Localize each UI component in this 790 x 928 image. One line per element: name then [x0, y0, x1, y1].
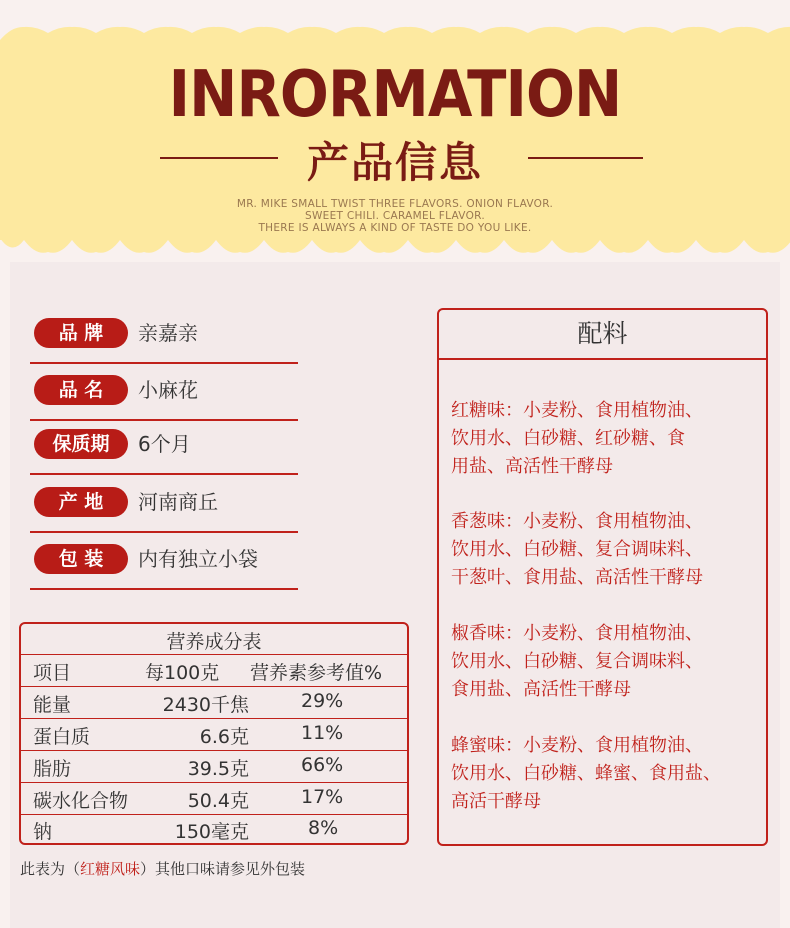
header-banner: [0, 0, 790, 262]
label-pill: 品 名: [34, 375, 128, 405]
cell-nrv: 17%: [301, 786, 344, 808]
ingredient-group: [451, 620, 763, 704]
table-row: [21, 783, 407, 815]
cell-nrv: 11%: [301, 722, 344, 744]
ingredient-group: [451, 732, 763, 816]
table-row: [21, 719, 407, 751]
cell-item: 能量: [33, 694, 72, 716]
header-item: 项目: [33, 662, 72, 684]
product-row-shelf-life: [30, 419, 298, 475]
title-rule-right: [528, 157, 643, 159]
note-highlight: 红糖风味: [80, 860, 141, 878]
cell-nrv: 29%: [301, 690, 344, 712]
table-row: [21, 687, 407, 719]
cell-nrv: 66%: [301, 754, 344, 776]
header-nrv: 营养素参考值%: [250, 662, 383, 684]
cell-nrv: 8%: [308, 817, 339, 839]
table-note: [20, 858, 305, 879]
product-row-packaging: [30, 534, 298, 590]
ingredient-line: 饮用水、白砂糖、蜂蜜、食用盐、: [451, 763, 721, 784]
value-text: 6个月: [138, 432, 191, 456]
cell-item: 钠: [33, 821, 53, 843]
value-text: 亲嘉亲: [138, 321, 198, 345]
nutrition-title: 营养成分表: [166, 631, 262, 653]
cell-amount: 39.5克: [187, 758, 249, 780]
ingredient-line: 干葱叶、食用盐、高活性干酵母: [451, 567, 703, 588]
nutrition-table: [19, 622, 409, 845]
table-row: [21, 815, 407, 843]
cell-amount: 150毫克: [174, 821, 249, 843]
ingredient-line: 高活干酵母: [451, 791, 541, 812]
subtitle-line-1: MR. MIKE SMALL TWIST THREE FLAVORS. ONION FLAVOR.: [236, 198, 554, 210]
label-pill: 品 牌: [34, 318, 128, 348]
cell-amount: 2430千焦: [162, 694, 249, 716]
ingredient-group: [451, 397, 763, 481]
subtitle-line-3: THERE IS ALWAYS A KIND OF TASTE DO YOU LIKE.: [258, 222, 532, 234]
product-row-brand: [30, 308, 298, 364]
label-pill: 保质期: [34, 429, 128, 459]
nutrition-header-row: [21, 655, 407, 687]
title-english: INRORMATION: [168, 58, 622, 132]
product-row-origin: [30, 477, 298, 533]
label-pill: 包 装: [34, 544, 128, 574]
ingredient-line: 椒香味：小麦粉、食用植物油、: [451, 623, 703, 644]
ingredient-line: 食用盐、高活性干酵母: [451, 679, 631, 700]
subtitle-line-2: SWEET CHILI. CARAMEL FLAVOR.: [304, 210, 486, 222]
ingredient-line: 用盐、高活性干酵母: [451, 456, 613, 477]
ingredient-line: 香葱味：小麦粉、食用植物油、: [451, 511, 703, 532]
ingredient-line: 红糖味：小麦粉、食用植物油、: [451, 400, 703, 421]
table-row: [21, 751, 407, 783]
cell-amount: 50.4克: [187, 790, 249, 812]
value-text: 小麻花: [138, 378, 198, 402]
ingredient-line: 蜂蜜味：小麦粉、食用植物油、: [451, 735, 703, 756]
note-prefix: 此表为（: [20, 860, 81, 878]
value-text: 内有独立小袋: [138, 547, 258, 571]
cell-item: 脂肪: [33, 758, 72, 780]
value-text: 河南商丘: [138, 490, 218, 514]
nutrition-title-row: [21, 624, 407, 655]
ingredient-group: [451, 508, 763, 592]
ingredient-line: 饮用水、白砂糖、复合调味料、: [451, 539, 703, 560]
ingredient-line: 饮用水、白砂糖、复合调味料、: [451, 651, 703, 672]
ingredient-line: 饮用水、白砂糖、红砂糖、食: [451, 428, 685, 449]
note-suffix: ）其他口味请参见外包装: [140, 860, 306, 878]
cell-item: 碳水化合物: [33, 790, 129, 812]
label-pill: 产 地: [34, 487, 128, 517]
cell-amount: 6.6克: [199, 726, 249, 748]
title-chinese: 产品信息: [306, 138, 483, 187]
header-per100g: 每100克: [145, 662, 220, 684]
product-row-name: [30, 365, 298, 421]
ingredients-title: 配料: [439, 310, 766, 360]
ingredients-box: [437, 308, 768, 846]
cell-item: 蛋白质: [33, 726, 91, 748]
